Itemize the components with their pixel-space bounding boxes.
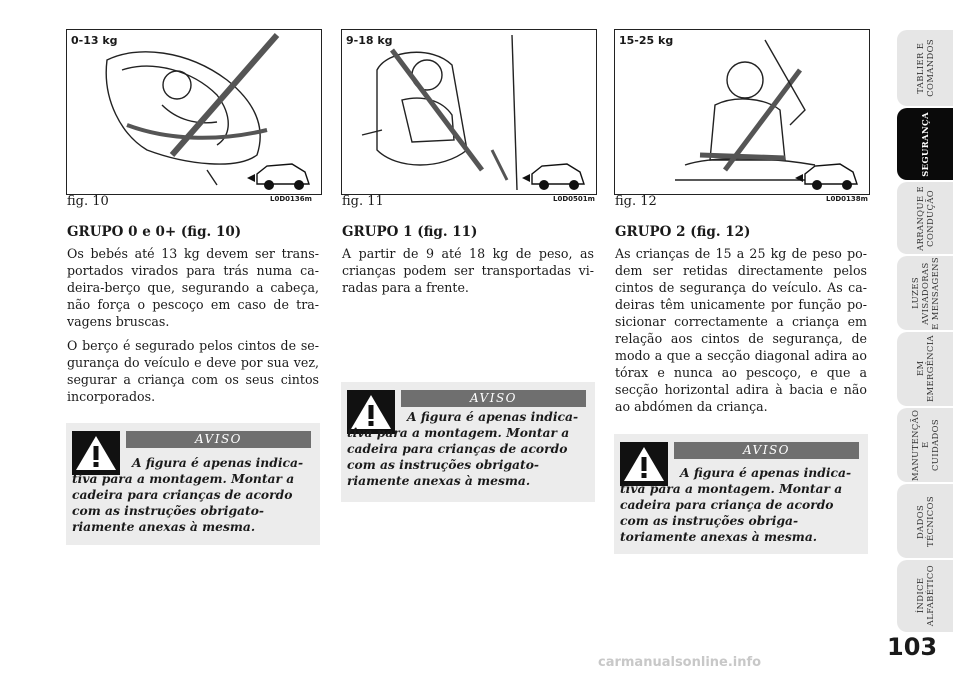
car-icon — [522, 154, 592, 194]
warning-title: AVISO — [401, 390, 586, 407]
column-group-0 — [67, 224, 319, 412]
paragraph: Os bebés até 13 kg devem ser trans-portados virados para trás numa ca-deira-berço que, segurando a cabeça, não força o pescoço em caso de tra-vagens bruscas. — [67, 246, 319, 329]
tab-label: ARRANQUE E CONDUÇÃO — [915, 185, 935, 251]
section-heading: GRUPO 1 (fig. 11) — [342, 224, 478, 240]
tab-em-emergencia[interactable] — [897, 332, 953, 406]
car-icon — [247, 154, 317, 194]
warning-title: AVISO — [126, 431, 311, 448]
figure-caption: fig. 11 — [342, 194, 384, 209]
warning-title: AVISO — [674, 442, 859, 459]
figure-code: L0D0136m — [270, 195, 312, 203]
paragraph: As crianças de 15 a 25 kg de peso po-dem ser retidas directamente pelos cintos de segurança do veículo. As ca-deiras têm unicamente por função po-sicionar correctamente a criança em relação aos cintos de segurança, de modo a que a secção diagonal adira ao tórax e nunca ao pescoço, e que a secção horizontal adira à bacia e não ao abdómen da criança. — [615, 246, 867, 414]
column-group-1 — [342, 224, 594, 303]
tab-arranque-conducao[interactable] — [897, 182, 953, 254]
figure-caption: fig. 10 — [67, 194, 109, 209]
section-heading: GRUPO 0 e 0+ (fig. 10) — [67, 224, 242, 240]
tab-label: MANUTENÇÃO E CUIDADOS — [910, 409, 940, 481]
car-icon — [795, 154, 865, 194]
tab-label: LUZES AVISADORAS E MENSAGENS — [910, 256, 940, 330]
figure-11 — [341, 29, 597, 195]
tab-label: EM EMERGÊNCIA — [915, 335, 935, 403]
figure-code: L0D0501m — [553, 195, 595, 203]
watermark: carmanualsonline.info — [598, 655, 762, 670]
figure-weight-label: 15-25 kg — [619, 34, 674, 47]
warning-text: A figura é apenas indica-tiva para a montagem. Montar a cadeira para crianças de acordo com as instruções obrigato-riamente anexas à mesma. — [72, 455, 304, 534]
tab-label: ÍNDICE ALFABÉTICO — [915, 565, 935, 627]
column-group-2 — [615, 224, 867, 422]
figure-12 — [614, 29, 870, 195]
section-heading: GRUPO 2 (fig. 12) — [615, 224, 751, 240]
paragraph: O berço é segurado pelos cintos de se-gurança do veículo e deve por sua vez, segurar a criança com os seus cintos incorporados. — [67, 338, 319, 404]
page-number: 103 — [887, 633, 938, 661]
figure-weight-label: 9-18 kg — [346, 34, 393, 47]
figure-code: L0D0138m — [826, 195, 868, 203]
tab-luzes-avisadoras[interactable] — [897, 256, 953, 330]
figure-weight-label: 0-13 kg — [71, 34, 118, 47]
warning-box — [341, 382, 595, 502]
tab-tablier-comandos[interactable] — [897, 30, 953, 106]
tab-dados-tecnicos[interactable] — [897, 484, 953, 558]
warning-text: A figura é apenas indica-tiva para a montagem. Montar a cadeira para crianças de acordo com as instruções obrigato-riamente anexas à mesma. — [347, 409, 579, 488]
warning-text: A figura é apenas indica-tiva para a montagem. Montar a cadeira para criança de acordo com as instruções obriga-toriamente anexas à mesma. — [620, 465, 852, 544]
tab-label: TABLIER E COMANDOS — [915, 39, 935, 97]
tab-seguranca[interactable] — [897, 108, 953, 180]
figure-10 — [66, 29, 322, 195]
tab-label: DADOS TÉCNICOS — [915, 495, 935, 547]
tab-label: SEGURANÇA — [920, 111, 930, 177]
tab-manutencao-cuidados[interactable] — [897, 408, 953, 482]
paragraph: A partir de 9 até 18 kg de peso, as crianças podem ser transportadas vi-radas para a frente. — [342, 246, 594, 295]
warning-box — [66, 423, 320, 545]
figure-caption: fig. 12 — [615, 194, 657, 209]
warning-box — [614, 434, 868, 554]
tab-indice-alfabetico[interactable] — [897, 560, 953, 632]
